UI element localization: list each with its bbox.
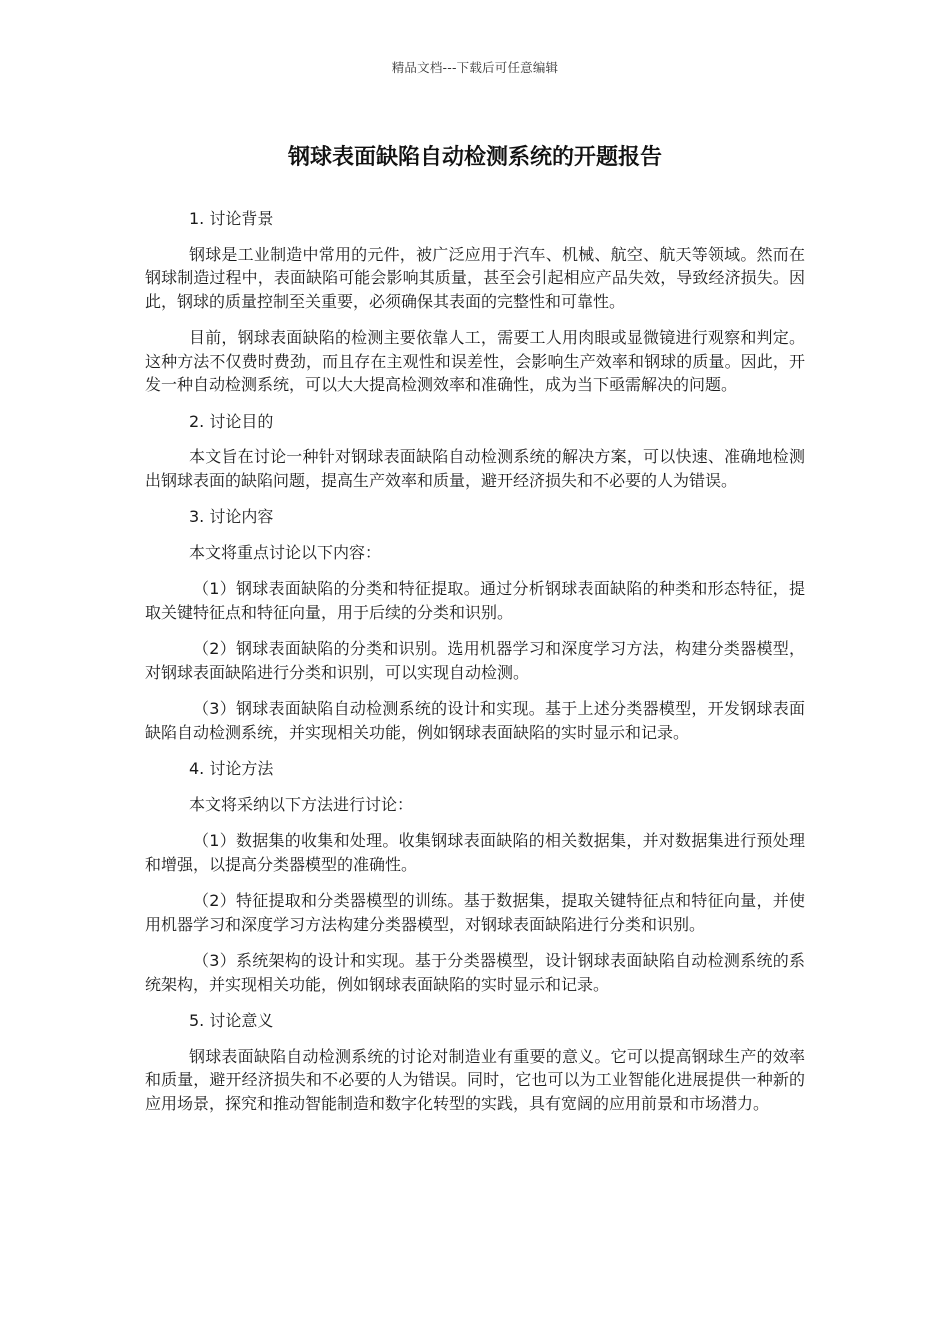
list-item: （1）数据集的收集和处理。收集钢球表面缺陷的相关数据集，并对数据集进行预处理和增强，以提高分类器模型的准确性。: [145, 831, 805, 874]
paragraph: 目前，钢球表面缺陷的检测主要依靠人工，需要工人用肉眼或显微镜进行观察和判定。这种方法不仅费时费劲，而且存在主观性和误差性，会影响生产效率和钢球的质量。因此，开发一种自动检测系统，可以大大提高检测效率和准确性，成为当下亟需解决的问题。: [145, 328, 805, 394]
paragraph: 本文旨在讨论一种针对钢球表面缺陷自动检测系统的解决方案，可以快速、准确地检测出钢球表面的缺陷问题，提高生产效率和质量，避开经济损失和不必要的人为错误。: [145, 447, 805, 490]
paragraph: 本文将采纳以下方法进行讨论：: [189, 794, 414, 814]
header-note: 精品文档---下载后可任意编辑: [391, 60, 559, 75]
section-heading-background: 1. 讨论背景: [189, 209, 274, 228]
paragraph: 钢球是工业制造中常用的元件，被广泛应用于汽车、机械、航空、航天等领域。然而在钢球制造过程中，表面缺陷可能会影响其质量，甚至会引起相应产品失效，导致经济损失。因此，钢球的质量控制至关重要，必须确保其表面的完整性和可靠性。: [145, 244, 805, 311]
paragraph: 钢球表面缺陷自动检测系统的讨论对制造业有重要的意义。它可以提高钢球生产的效率和质量，避开经济损失和不必要的人为错误。同时，它也可以为工业智能化进展提供一种新的应用场景，探究和推动智能制造和数字化转型的实践，具有宽阔的应用前景和市场潜力。: [145, 1046, 805, 1113]
section-heading-method: 4. 讨论方法: [189, 759, 274, 778]
list-item: （2）特征提取和分类器模型的训练。基于数据集，提取关键特征点和特征向量，并使用机器学习和深度学习方法构建分类器模型，对钢球表面缺陷进行分类和识别。: [145, 891, 805, 934]
paragraph: 本文将重点讨论以下内容：: [189, 542, 382, 562]
section-heading-significance: 5. 讨论意义: [189, 1011, 274, 1030]
list-item: （2）钢球表面缺陷的分类和识别。选用机器学习和深度学习方法，构建分类器模型，对钢球表面缺陷进行分类和识别，可以实现自动检测。: [145, 639, 805, 682]
list-item: （3）系统架构的设计和实现。基于分类器模型，设计钢球表面缺陷自动检测系统的系统架构，并实现相关功能，例如钢球表面缺陷的实时显示和记录。: [145, 951, 805, 994]
document-body: [145, 207, 805, 1128]
list-item: （1）钢球表面缺陷的分类和特征提取。通过分析钢球表面缺陷的种类和形态特征，提取关键特征点和特征向量，用于后续的分类和识别。: [145, 579, 805, 622]
section-heading-content: 3. 讨论内容: [189, 507, 274, 526]
list-item: （3）钢球表面缺陷自动检测系统的设计和实现。基于上述分类器模型，开发钢球表面缺陷自动检测系统，并实现相关功能，例如钢球表面缺陷的实时显示和记录。: [145, 699, 805, 742]
section-heading-purpose: 2. 讨论目的: [189, 411, 274, 431]
document-title: 钢球表面缺陷自动检测系统的开题报告: [287, 145, 662, 170]
